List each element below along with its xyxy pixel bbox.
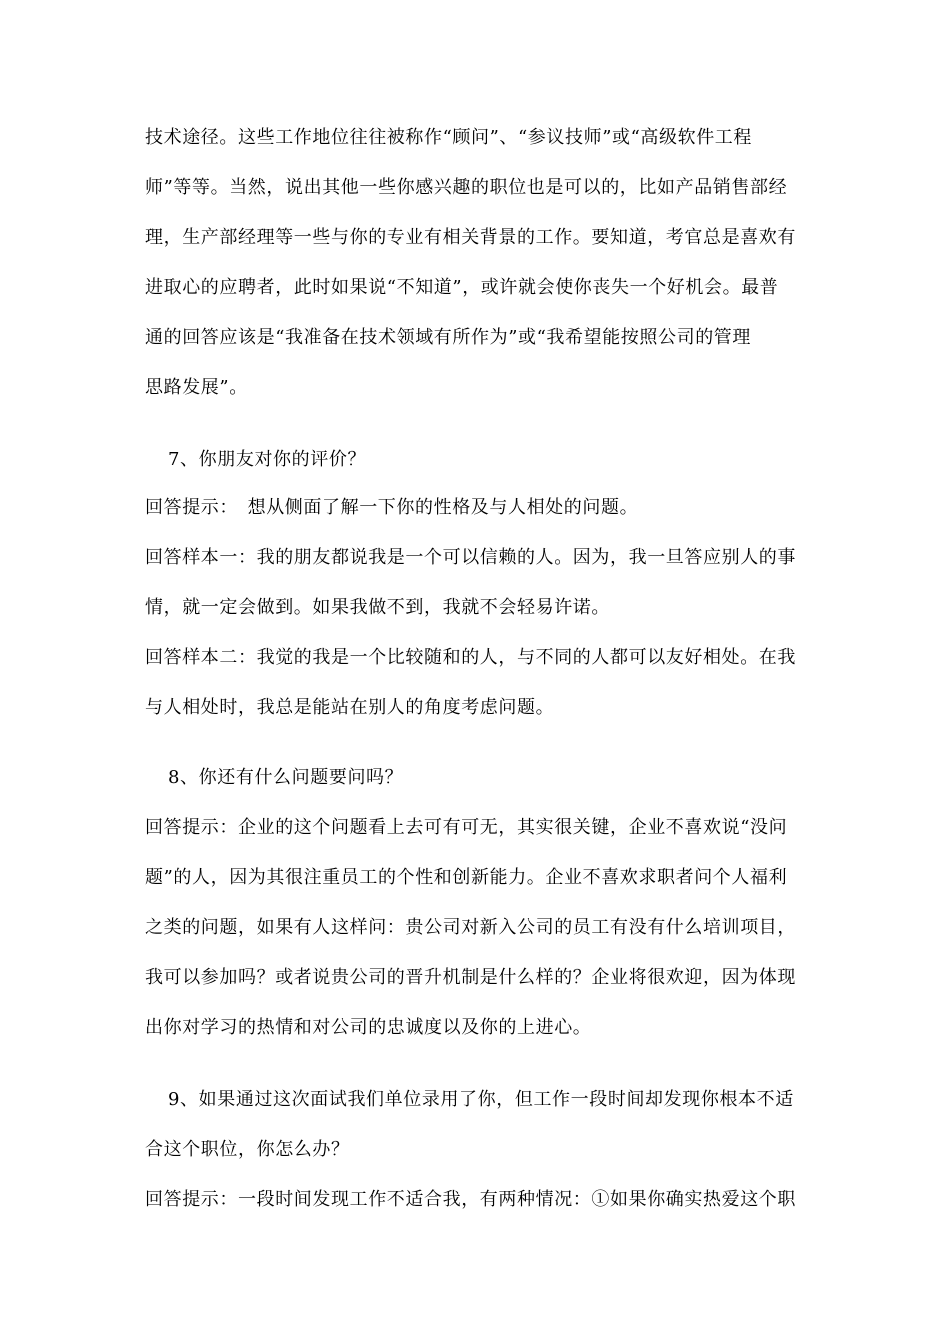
paragraph-line: 师”等等。当然，说出其他一些你感兴趣的职位也是可以的，比如产品销售部经 (145, 177, 788, 198)
paragraph-line: 进取心的应聘者，此时如果说“不知道”，或许就会使你丧失一个好机会。最普 (145, 277, 779, 298)
paragraph-line: 我可以参加吗？或者说贵公司的晋升机制是什么样的？企业将很欢迎，因为体现 (145, 967, 796, 988)
paragraph-line: 题”的人，因为其很注重员工的个性和创新能力。企业不喜欢求职者问个人福利 (145, 867, 788, 888)
question-heading: 8、你还有什么问题要问吗？ (168, 767, 404, 788)
paragraph-line: 合这个职位，你怎么办？ (145, 1139, 350, 1160)
paragraph-line: 思路发展”。 (145, 377, 248, 398)
answer-hint: 回答提示： 想从侧面了解一下你的性格及与人相处的问题。 (145, 497, 639, 518)
question-heading: 9、如果通过这次面试我们单位录用了你，但工作一段时间却发现你根本不适 (168, 1089, 794, 1110)
answer-hint: 回答提示：一段时间发现工作不适合我，有两种情况：①如果你确实热爱这个职 (145, 1189, 796, 1210)
answer-sample: 回答样本一：我的朋友都说我是一个可以信赖的人。因为，我一旦答应别人的事 (145, 547, 796, 568)
paragraph-line: 出你对学习的热情和对公司的忠诚度以及你的上进心。 (145, 1017, 592, 1038)
question-heading: 7、你朋友对你的评价？ (168, 449, 367, 470)
paragraph-line: 之类的问题，如果有人这样问：贵公司对新入公司的员工有没有什么培训项目， (145, 917, 796, 938)
paragraph-line: 技术途径。这些工作地位往往被称作“顾问”、“参议技师”或“高级软件工程 (145, 127, 753, 148)
paragraph-line: 情，就一定会做到。如果我做不到，我就不会轻易许诺。 (145, 597, 610, 618)
paragraph-line: 理，生产部经理等一些与你的专业有相关背景的工作。要知道，考官总是喜欢有 (145, 227, 796, 248)
answer-sample: 回答样本二：我觉的我是一个比较随和的人，与不同的人都可以友好相处。在我 (145, 647, 796, 668)
answer-hint: 回答提示：企业的这个问题看上去可有可无，其实很关键，企业不喜欢说“没问 (145, 817, 788, 838)
paragraph-line: 通的回答应该是“我准备在技术领域有所作为”或“我希望能按照公司的管理 (145, 327, 752, 348)
paragraph-line: 与人相处时，我总是能站在别人的角度考虑问题。 (145, 697, 555, 718)
